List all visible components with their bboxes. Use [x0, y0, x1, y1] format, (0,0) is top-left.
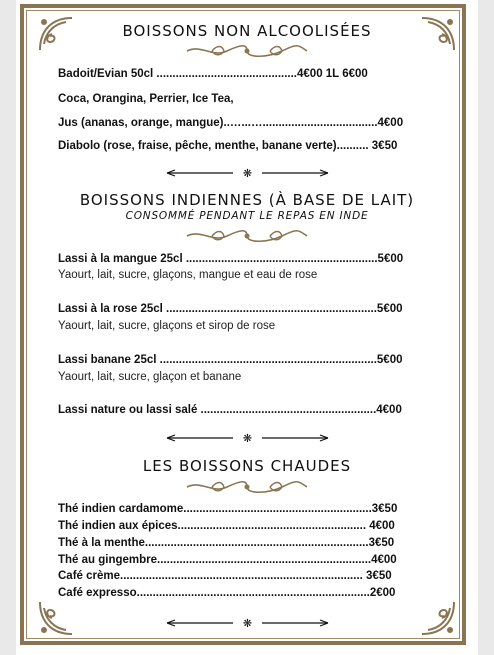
menu-line: Lassi nature ou lassi salé .......................................................4€00: [58, 404, 402, 416]
svg-text:❋: ❋: [242, 432, 253, 444]
section-title-cold-drinks: BOISSONS NON ALCOOLISÉES: [122, 22, 372, 40]
svg-text:❋: ❋: [242, 617, 253, 629]
menu-line: Thé indien aux épices........................................................... 4€00: [58, 520, 395, 532]
menu-line: Thé à la menthe......................................................................3€50: [58, 537, 395, 549]
menu-line: Lassi banane 25cl ....................................................................5€00: [58, 354, 403, 366]
divider-icon: [165, 617, 330, 629]
menu-line: Café crème............................................................................ 3€50: [58, 570, 392, 582]
corner-ornament-icon: [418, 598, 458, 638]
flourish-icon: [182, 227, 312, 245]
corner-ornament-icon: [36, 598, 76, 638]
menu-line: Thé au gingembre...................................................................4€00: [58, 554, 397, 566]
divider-icon: [165, 432, 330, 444]
svg-text:❋: ❋: [242, 167, 253, 179]
section-title-hot-drinks: LES BOISSONS CHAUDES: [142, 457, 352, 475]
menu-line: Lassi à la mangue 25cl ............................................................5€00: [58, 253, 404, 265]
menu-line: Coca, Orangina, Perrier, Ice Tea,: [58, 93, 234, 105]
menu-line: Lassi à la rose 25cl ..................................................................5€00: [58, 303, 403, 315]
menu-line: Badoit/Evian 50cl ............................................4€00 1L 6€00: [58, 68, 368, 80]
section-title-indian-drinks: BOISSONS INDIENNES (À BASE DE LAIT): [79, 191, 415, 209]
menu-line: Thé indien cardamome...........................................................3€50: [58, 503, 398, 515]
flourish-icon: [182, 478, 312, 496]
menu-line: Jus (ananas, orange, mangue)..…...…....................................4€00: [58, 117, 404, 129]
menu-line: Diabolo (rose, fraise, pêche, menthe, banane verte).......... 3€50: [58, 140, 398, 152]
item-description: Yaourt, lait, sucre, glaçons et sirop de rose: [58, 320, 276, 332]
menu-line: Café expresso.........................................................................2€00: [58, 587, 396, 599]
section-subtitle: CONSOMMÉ PENDANT LE REPAS EN INDE: [125, 210, 369, 222]
item-description: Yaourt, lait, sucre, glaçon et banane: [58, 371, 242, 383]
divider-icon: [165, 167, 330, 179]
flourish-icon: [182, 42, 312, 60]
item-description: Yaourt, lait, sucre, glaçons, mangue et eau de rose: [58, 269, 318, 281]
